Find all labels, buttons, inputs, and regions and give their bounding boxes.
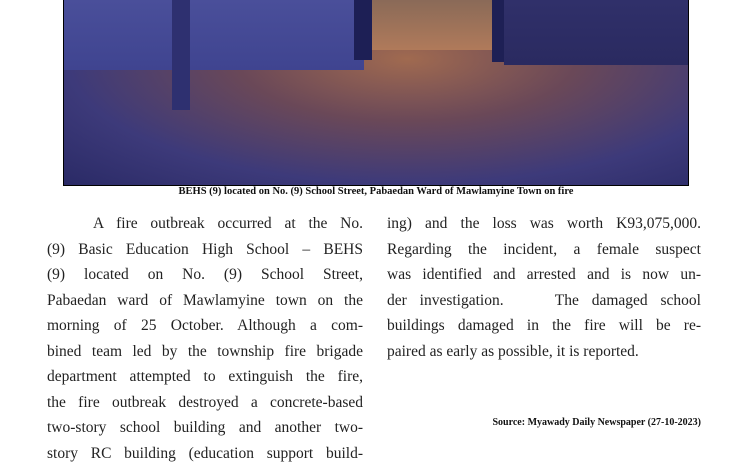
article-line: (9) located on No. (9) School Street, — [47, 262, 363, 288]
photo-gate-shadow — [354, 0, 372, 60]
article-column-left — [47, 211, 363, 466]
article-line: A fire outbreak occurred at the No. — [47, 211, 363, 237]
article-line: buildings damaged in the fire will be re- — [387, 313, 701, 339]
article-line: Pabaedan ward of Mawlamyine town on the — [47, 288, 363, 314]
article-line: the fire outbreak destroyed a concrete-based — [47, 390, 363, 416]
article-line: paired as early as possible, it is reported. — [387, 339, 701, 365]
article-line: morning of 25 October. Although a com- — [47, 313, 363, 339]
photo-caption: BEHS (9) located on No. (9) School Street, Pabaedan Ward of Mawlamyine Town on fire — [63, 185, 689, 199]
article-line: two-story school building and another two- — [47, 415, 363, 441]
article-line: department attempted to extinguish the fire, — [47, 364, 363, 390]
source-credit: Source: Myawady Daily Newspaper (27-10-2023) — [492, 417, 701, 428]
article-line: der investigation. The damaged school — [387, 288, 701, 314]
photo-left-wall — [64, 0, 364, 70]
article-line: story RC building (education support build- — [47, 441, 363, 466]
article-column-right — [387, 211, 701, 364]
article-line: (9) Basic Education High School – BEHS — [47, 237, 363, 263]
article-line: Regarding the incident, a female suspect — [387, 237, 701, 263]
article-line: bined team led by the township fire brigade — [47, 339, 363, 365]
photo-gate-glow — [372, 0, 492, 50]
photo-right-wall — [504, 0, 688, 65]
article-line: was identified and arrested and is now un- — [387, 262, 701, 288]
photo-pillar — [172, 0, 190, 110]
news-photo — [63, 0, 689, 186]
article-line: ing) and the loss was worth K93,075,000. — [387, 211, 701, 237]
